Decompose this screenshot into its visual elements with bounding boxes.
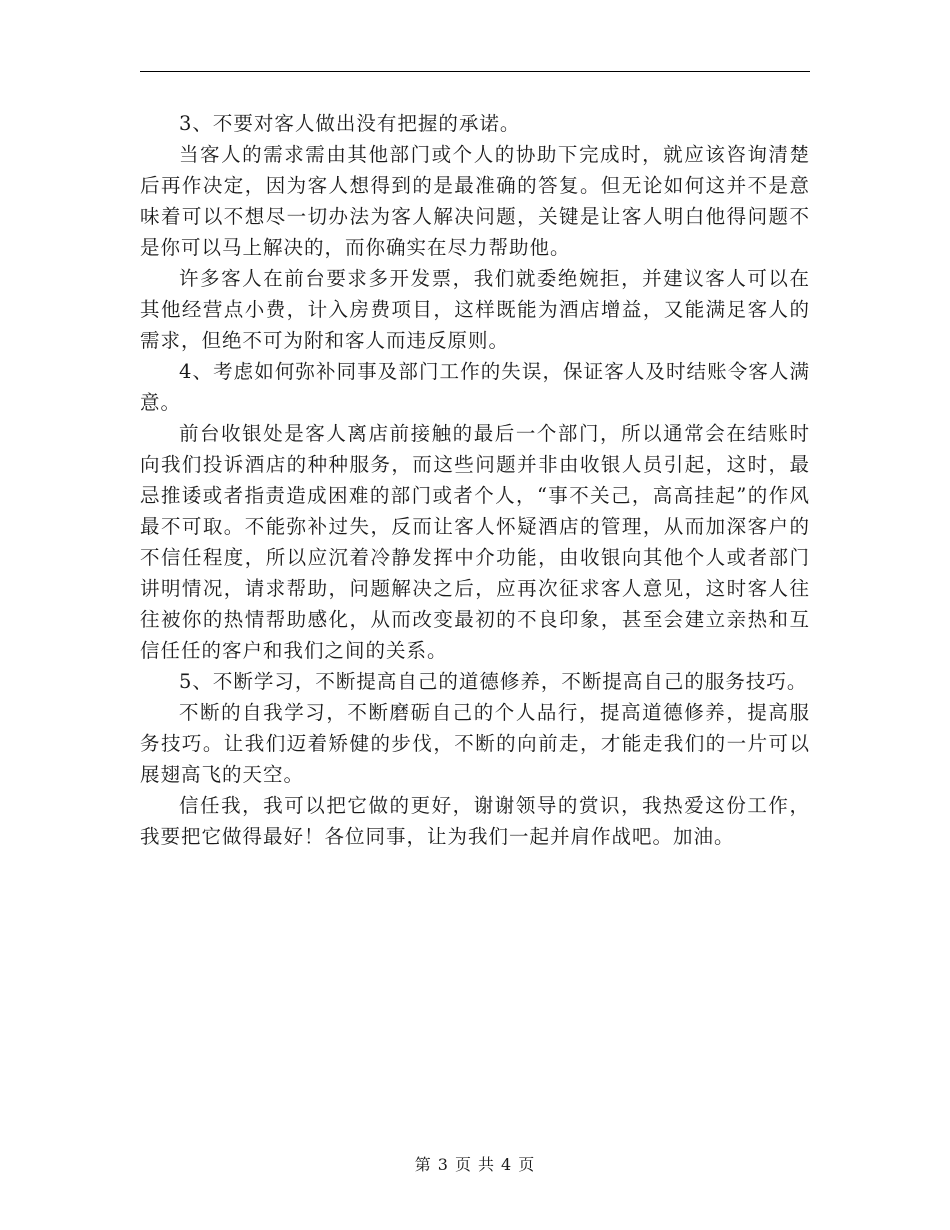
footer-suffix: 页 xyxy=(518,1155,536,1174)
paragraph: 前台收银处是客人离店前接触的最后一个部门，所以通常会在结账时向我们投诉酒店的种种服务，而这些问题并非由收银人员引起，这时，最忌推诿或者指责造成困难的部门或者个人，“事不关己，高高挂起”的作风最不可取。不能弥补过失，反而让客人怀疑酒店的管理，从而加深客户的不信任程度，所以应沉着冷静发挥中介功能，由收银向其他个人或者部门讲明情况，请求帮助，问题解决之后，应再次征求客人意见，这时客人往往被你的热情帮助感化，从而改变最初的不良印象，甚至会建立亲热和互信任任的客户和我们之间的关系。 xyxy=(140,422,810,662)
paragraph: 3、不要对客人做出没有把握的承诺。 xyxy=(179,112,521,135)
paragraph: 不断的自我学习，不断磨砺自己的个人品行，提高道德修养，提高服务技巧。让我们迈着矫健的步伐，不断的向前走，才能走我们的一片可以展翅高飞的天空。 xyxy=(140,701,810,786)
paragraph: 信任我，我可以把它做的更好，谢谢领导的赏识，我热爱这份工作，我要把它做得最好！各位同事，让为我们一起并肩作战吧。加油。 xyxy=(140,794,810,848)
total-pages-number: 4 xyxy=(501,1155,513,1174)
footer-total-word: 共 xyxy=(478,1155,496,1174)
paragraph: 4、考虑如何弥补同事及部门工作的失误，保证客人及时结账令客人满意。 xyxy=(140,360,810,414)
footer-page-word: 页 xyxy=(454,1155,472,1174)
paragraph: 5、不断学习，不断提高自己的道德修养，不断提高自己的服务技巧。 xyxy=(179,670,808,693)
header-rule xyxy=(140,71,810,72)
paragraph: 许多客人在前台要求多开发票，我们就委绝婉拒，并建议客人可以在其他经营点小费，计入房费项目，这样既能为酒店增益，又能满足客人的需求，但绝不可为附和客人而违反原则。 xyxy=(140,267,810,352)
document-body xyxy=(140,108,810,852)
current-page-number: 3 xyxy=(437,1155,449,1174)
paragraph: 当客人的需求需由其他部门或个人的协助下完成时，就应该咨询清楚后再作决定，因为客人想得到的是最准确的答复。但无论如何这并不是意味着可以不想尽一切办法为客人解决问题，关键是让客人明白他得问题不是你可以马上解决的，而你确实在尽力帮助他。 xyxy=(140,143,810,259)
footer-prefix: 第 xyxy=(414,1155,432,1174)
page-footer xyxy=(0,1152,950,1175)
